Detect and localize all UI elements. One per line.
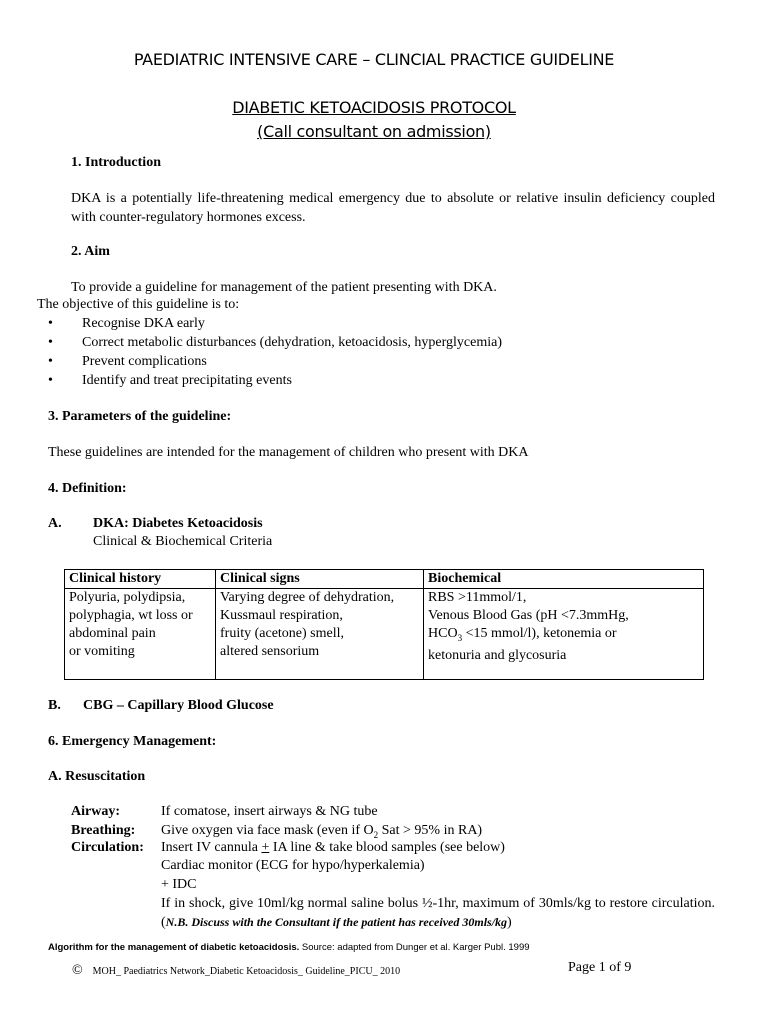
table-row <box>65 589 704 680</box>
copyright-line: © MOH_ Paediatrics Network_Diabetic Ketoacidosis_ Guideline_PICU_ 2010 <box>72 963 401 978</box>
section-parameters-heading: 3. Parameters of the guideline: <box>48 409 232 424</box>
airway-text: If comatose, insert airways & NG tube <box>161 804 378 819</box>
section-definition-heading: 4. Definition: <box>48 481 127 496</box>
call-consultant-note: (Call consultant on admission) <box>257 122 491 141</box>
bullet-icon: • <box>48 354 53 369</box>
definition-a-label: A. <box>48 516 62 531</box>
algorithm-caption: Algorithm for the management of diabetic ketoacidosis. Source: adapted from Dunger et al. Karger Publ. 1999 <box>48 942 530 953</box>
circulation-label: Circulation: <box>71 840 144 855</box>
definition-b-title: CBG – Capillary Blood Glucose <box>83 698 274 713</box>
table-header-cell: Biochemical <box>424 570 704 589</box>
breathing-text: Give oxygen via face mask (even if $O_2$ Sat > 95% in RA) <box>161 823 483 840</box>
guideline-title: PAEDIATRIC INTENSIVE CARE – CLINCIAL PRACTICE GUIDELINE <box>133 50 615 69</box>
introduction-text: DKA is a potentially life-threatening medical emergency due to absolute or relative insulin deficiency coupled with counter-regulatory hormones excess. <box>71 191 715 225</box>
section-aim-heading: 2. Aim <box>71 244 110 259</box>
circulation-line-1: Insert IV cannula + IA line & take blood samples (see below) <box>161 840 505 855</box>
breathing-label: Breathing: <box>71 823 136 838</box>
circulation-line-3: + IDC <box>161 877 197 892</box>
table-header-cell: Clinical signs <box>216 570 424 589</box>
bullet-icon: • <box>48 316 53 331</box>
resuscitation-heading: A. Resuscitation <box>48 769 146 784</box>
aim-text: To provide a guideline for management of the patient presenting with DKA. <box>71 280 497 295</box>
table-cell: Polyuria, polydipsia, polyphagia, wt loss or abdominal pain or vomiting <box>65 589 216 680</box>
airway-label: Airway: <box>71 804 120 819</box>
copyright-icon: © <box>72 963 83 978</box>
definition-b-label: B. <box>48 698 61 713</box>
page-number: Page 1 of 9 <box>568 960 632 975</box>
bullet-icon: • <box>48 373 53 388</box>
section-introduction-heading: 1. Introduction <box>71 155 161 170</box>
bullet-icon: • <box>48 335 53 350</box>
circulation-shock-text: If in shock, give 10ml/kg normal saline bolus ½-1hr, maximum of 30mls/kg to restore circulation. (N.B. Discuss with the Consultant if the patient has received 30mls/kg) <box>161 896 715 930</box>
definition-a-subtitle: Clinical & Biochemical Criteria <box>93 534 273 549</box>
table-header-row <box>65 570 704 589</box>
dka-criteria-table <box>64 569 704 680</box>
table-cell: RBS >11mmol/1, Venous Blood Gas (pH <7.3mmHg, $HCO_3 <15$ mmol/l), ketonemia or ketonuria and glycosuria <box>424 589 704 680</box>
table-header-cell: Clinical history <box>65 570 216 589</box>
definition-a-title: DKA: Diabetes Ketoacidosis <box>93 516 263 531</box>
table-cell: Varying degree of dehydration, Kussmaul respiration, fruity (acetone) smell, altered sensorium <box>216 589 424 680</box>
section-emergency-heading: 6. Emergency Management: <box>48 734 217 749</box>
circulation-line-2: Cardiac monitor (ECG for hypo/hyperkalemia) <box>161 858 425 873</box>
objective-intro: The objective of this guideline is to: <box>37 297 240 312</box>
protocol-title: DIABETIC KETOACIDOSIS PROTOCOL <box>232 98 516 117</box>
parameters-text: These guidelines are intended for the management of children who present with DKA <box>48 445 529 460</box>
